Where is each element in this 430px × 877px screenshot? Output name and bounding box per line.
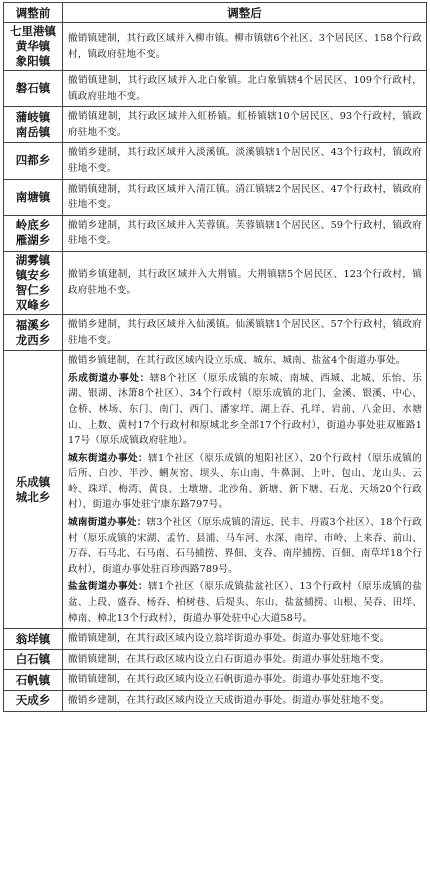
after-cell: 撤销乡建制，其行政区域并入淡溪镇。淡溪镇辖1个居民区、43个行政村，镇政府驻地不变。	[63, 143, 427, 179]
town-name: 石帆镇	[15, 672, 51, 687]
intro-text: 撤销乡镇建制，在其行政区域内设立乐成、城东、城南、盐盆4个街道办事处。	[68, 355, 406, 367]
town-name: 蒲岐镇	[15, 109, 51, 124]
after-cell	[63, 351, 427, 629]
town-name: 白石镇	[15, 652, 51, 667]
table-body-top	[4, 23, 427, 351]
subdistrict-title: 城南街道办事处：	[68, 517, 147, 529]
before-cell	[4, 215, 63, 251]
subdistrict-title: 城东街道办事处：	[68, 452, 148, 464]
before-cell	[4, 23, 63, 71]
town-name: 岭底乡	[15, 218, 51, 233]
after-cell: 撤销镇建制，在其行政区域内设立翁垟街道办事处。街道办事处驻地不变。	[63, 629, 427, 650]
subdistrict-title: 盐盆街道办事处：	[68, 581, 148, 593]
table-row	[4, 179, 427, 215]
subdistrict-text: 辖8个社区（原乐成镇的东城、南城、西城、北城、乐怡、乐湖、银湖、沐箫8个社区）、34个行政村（原乐成镇的北门、金溪、银溪、中心、仓桥、林场、东门、南门、西门、潘家垟、湖上吞、孔垟、岩前、八金田、水塘山、上数、黄村17个行政村和原城北乡全部17个行政村），街道办事处驻双雁路117号（原乐成镇政府驻地）。	[68, 372, 423, 447]
after-cell: 撤销镇建制，其行政区域并入清江镇。清江镇辖2个居民区、47个行政村，镇政府驻地不变。	[63, 179, 427, 215]
after-cell: 撤销镇建制，其行政区域并入虹桥镇。虹桥镇辖10个居民区、93个行政村，镇政府驻地不变。	[63, 107, 427, 143]
before-cell	[4, 143, 63, 179]
town-name: 黄华镇	[15, 39, 51, 53]
town-name: 四都乡	[15, 153, 51, 168]
before-cell	[4, 670, 63, 691]
before-cell	[4, 691, 63, 712]
header-before: 调整前	[4, 3, 63, 23]
after-cell: 撤销乡建制，在其行政区域内设立天成街道办事处。街道办事处驻地不变。	[63, 691, 427, 712]
town-name: 南塘镇	[15, 189, 51, 204]
after-cell: 撤销镇建制，在其行政区域内设立石帆街道办事处。街道办事处驻地不变。	[63, 670, 427, 691]
table-row	[4, 314, 427, 350]
after-cell: 撤销镇建制，在其行政区域内设立白石街道办事处。街道办事处驻地不变。	[63, 649, 427, 670]
table-body-big	[4, 351, 427, 629]
table-row	[4, 251, 427, 314]
town-name: 福溪乡	[15, 317, 51, 332]
subdistrict-text: 辖1个社区（原乐成镇盐盆社区）、13个行政村（原乐成镇的盐盆、上段、盛吞、杨吞、柏树巷、后堤头、东山、盐盆捕捞、山根、吴吞、田垟、樟南、樟北13个行政村），街道办事处驻中心大道58号。	[68, 581, 422, 624]
after-cell: 撤销镇建制，其行政区域并入柳市镇。柳市镇辖6个社区、3个居民区、158个行政村，镇政府驻地不变。	[63, 23, 427, 71]
subdistrict-text: 辖1个社区（原乐成镇的旭阳社区）、20个行政村（原乐成镇的后所、白沙、半沙、蜊灰窑、坝头、东山南、牛鼻洞、上叶、包山、龙山头、云岭、珠垟、梅湾、黄良、土墩塘、北沙角、新塘、新下塘、石龙、天场20个行政村），街道办事处驻宁康东路797号。	[68, 452, 422, 511]
town-name: 湖雾镇	[15, 252, 51, 267]
town-name: 天成乡	[15, 693, 51, 708]
after-cell: 撤销乡镇建制，其行政区域并入大荆镇。大荆镇辖5个居民区、123个行政村，镇政府驻地不变。	[63, 251, 427, 314]
subdistrict-title: 乐成街道办事处：	[68, 372, 150, 384]
table-row	[4, 23, 427, 71]
table-row	[4, 143, 427, 179]
town-name: 翁垟镇	[15, 631, 51, 646]
table-row	[4, 215, 427, 251]
before-cell	[4, 314, 63, 350]
subdistrict-chengnan	[68, 515, 422, 577]
before-cell	[4, 351, 63, 629]
town-name: 乐成镇	[15, 474, 51, 489]
before-cell	[4, 629, 63, 650]
table-row	[4, 691, 427, 712]
before-cell	[4, 179, 63, 215]
town-name: 磐石镇	[15, 81, 51, 96]
town-name: 城北乡	[15, 489, 51, 504]
adjustment-table	[3, 2, 427, 712]
before-cell	[4, 649, 63, 670]
table-row	[4, 71, 427, 107]
town-name: 龙西乡	[15, 332, 51, 347]
town-name: 智仁乡	[15, 282, 51, 297]
subdistrict-chengdong	[68, 451, 422, 513]
document-page	[3, 2, 427, 712]
header-after: 调整后	[63, 3, 427, 23]
subdistrict-yanpen	[68, 579, 422, 626]
table-header-row	[4, 3, 427, 23]
before-cell	[4, 251, 63, 314]
table-body-bottom	[4, 629, 427, 711]
table-row	[4, 670, 427, 691]
before-cell	[4, 71, 63, 107]
town-name: 七里港镇	[10, 24, 56, 38]
table-row	[4, 629, 427, 650]
town-name: 双峰乡	[15, 297, 51, 312]
town-name: 镇安乡	[15, 267, 51, 282]
town-name: 雁湖乡	[15, 233, 51, 248]
subdistrict-lecheng	[68, 371, 422, 449]
town-name: 南岳镇	[15, 124, 51, 139]
table-row	[4, 649, 427, 670]
table-row-lecheng	[4, 351, 427, 629]
table-row	[4, 107, 427, 143]
after-cell: 撤销乡建制，其行政区域并入仙溪镇。仙溪镇辖1个居民区、57个行政村，镇政府驻地不变。	[63, 314, 427, 350]
after-cell: 撤销镇建制，其行政区域并入北白象镇。北白象镇辖4个居民区、109个行政村，镇政府驻地不变。	[63, 71, 427, 107]
before-cell	[4, 107, 63, 143]
town-name: 象阳镇	[15, 54, 51, 68]
subdistrict-text: 辖3个社区（原乐成镇的清远、民丰、丹霞3个社区）、18个行政村（原乐成镇的宋湖、孟竹、县浦、马车河、水深、南岸、市岭、上来吞、前山、万吞、石马北、石马南、石马捕捞、界佃、支吞、南岸捕捞、百佃、南草垟18个行政村），街道办事处驻百珍西路789号。	[68, 517, 422, 575]
after-cell: 撤销乡建制，其行政区域并入芙蓉镇。芙蓉镇辖1个居民区、59个行政村，镇政府驻地不变。	[63, 215, 427, 251]
